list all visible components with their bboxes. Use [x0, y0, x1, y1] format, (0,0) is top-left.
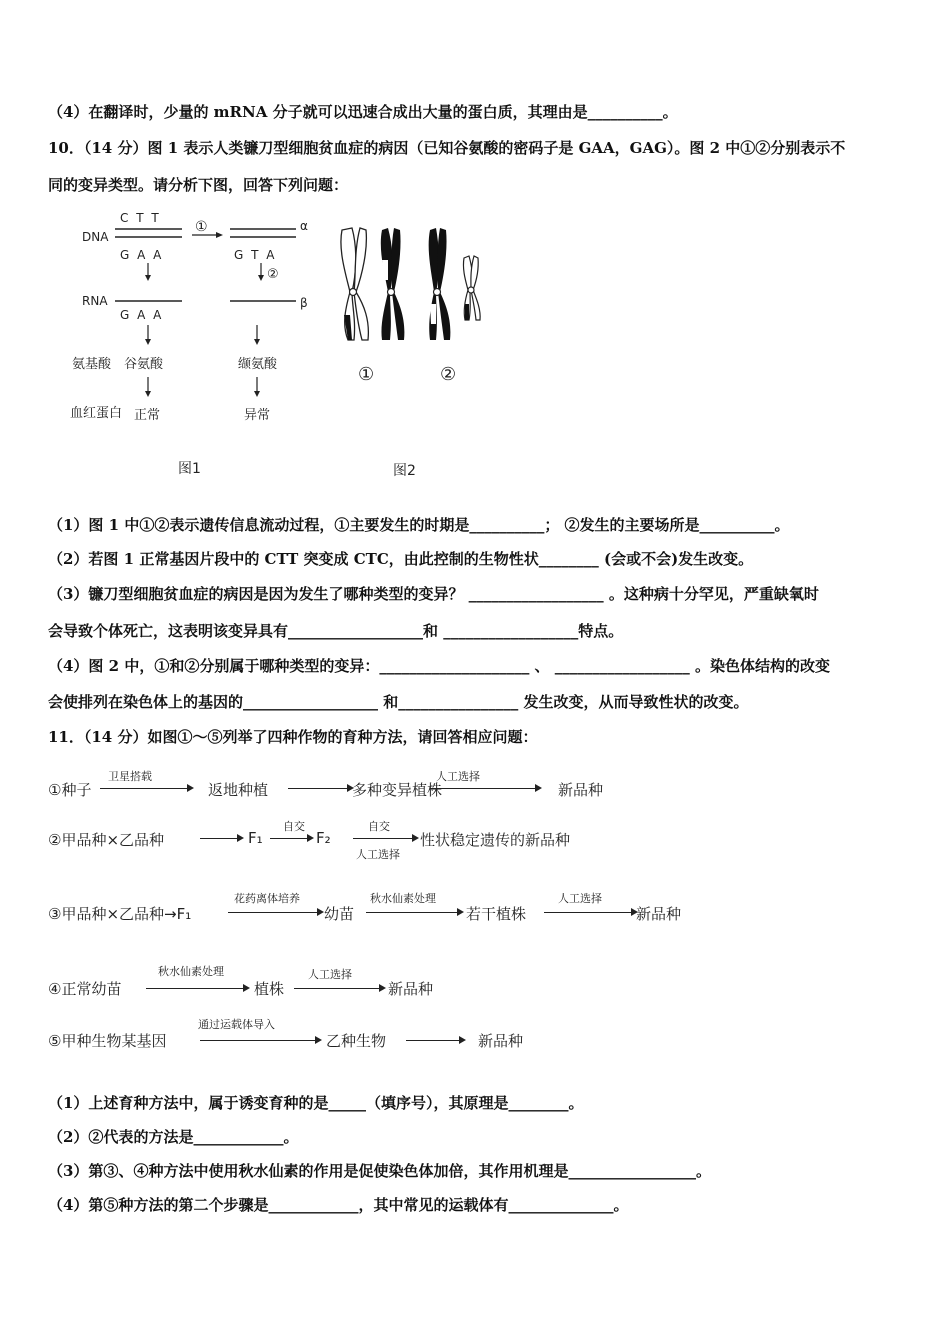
fig1-amino-mutant: 缬氨酸: [238, 357, 278, 372]
figure-2-caption: 图2: [393, 463, 416, 479]
fig1-hemoglobin-label: 血红蛋白: [70, 406, 123, 421]
row4-new-variety: 新品种: [388, 980, 434, 998]
fig1-hemoglobin-abnormal: 异常: [244, 408, 271, 423]
row3-new-variety: 新品种: [636, 905, 682, 923]
row5-over-vector: 通过运载体导入: [198, 1018, 275, 1031]
row1-variant-plants: 多种变异植株: [352, 781, 443, 799]
row3-arrow-3: [544, 912, 636, 913]
row5-gene: ⑤甲种生物某基因: [48, 1032, 167, 1050]
row3-over-colchicine: 秋水仙素处理: [370, 892, 436, 905]
row2-cross: ②甲品种×乙品种: [48, 831, 165, 849]
q11-part1: （1）上述育种方法中，属于诱变育种的是_____（填序号），其原理是________。: [48, 1094, 584, 1112]
row3-plants: 若干植株: [466, 905, 527, 923]
q9-part4: （4）在翻译时，少量的 mRNA 分子就可以迅速合成出大量的蛋白质，其理由是__________。: [48, 103, 678, 121]
row4-arrow-1: [146, 988, 248, 989]
breeding-method-2: [48, 818, 668, 864]
row4-seedling: ④正常幼苗: [48, 980, 122, 998]
fig1-alpha-label: α: [300, 219, 308, 233]
row3-arrow-1: [228, 912, 322, 913]
q10-part2: （2）若图 1 正常基因片段中的 CTT 突变成 CTC，由此控制的生物性状________ (会或不会)发生改变。: [48, 550, 754, 568]
row2-arrow-3: [353, 838, 417, 839]
fig1-mutant-sequence: G T A: [234, 248, 277, 262]
fig1-amino-normal: 谷氨酸: [124, 357, 164, 372]
q11-part2: （2）②代表的方法是____________。: [48, 1128, 299, 1146]
row2-f2: F₂: [316, 829, 331, 847]
row3-cross-f1: ③甲品种×乙品种→F₁: [48, 905, 192, 923]
row1-replant: 返地种植: [208, 781, 269, 799]
fig1-hemoglobin-normal: 正常: [134, 408, 161, 423]
row2-f1: F₁: [248, 829, 263, 847]
fig1-rna-sequence: G A A: [120, 308, 164, 322]
row2-arrow-2: [270, 838, 312, 839]
breeding-method-4: [48, 963, 548, 999]
q10-part1: （1）图 1 中①②表示遗传信息流动过程，①主要发生的时期是__________； ②发生的主要场所是__________。: [48, 516, 790, 534]
figure-1-caption: 图1: [178, 461, 201, 477]
fig1-rna-label: RNA: [82, 294, 108, 308]
figure-2-label-2: ②: [440, 364, 457, 385]
fig1-top-sequence: C T T: [120, 211, 161, 225]
chromosome-pair-1: [341, 228, 404, 340]
row3-over-selection: 人工选择: [558, 892, 602, 905]
fig1-beta-label: β: [300, 296, 308, 310]
fig1-step1-label: ①: [195, 219, 208, 235]
q11-part4: （4）第⑤种方法的第二个步骤是____________，其中常见的运载体有______________。: [48, 1196, 629, 1214]
row1-seed: ①种子: [48, 781, 92, 799]
row1-over-selection: 人工选择: [436, 770, 480, 783]
q10-part4-line1: （4）图 2 中，①和②分别属于哪种类型的变异：____________________ 、 __________________ 。染色体结构的改变: [48, 657, 830, 675]
figure-1-sickle-cell-diagram: [70, 205, 340, 485]
row3-over-anther-culture: 花药离体培养: [234, 892, 300, 905]
fig1-step2-label: ②: [267, 267, 279, 282]
q10-part3-line1: （3）镰刀型细胞贫血症的病因是因为发生了哪种类型的变异？ __________________ 。这种病十分罕见，严重缺氧时: [48, 585, 819, 603]
row1-over-satellite: 卫星搭载: [108, 770, 152, 783]
row2-arrow-1: [200, 838, 242, 839]
q10-part4-line2: 会使排列在染色体上的基因的__________________ 和________________ 发生改变，从而导致性状的改变。: [48, 693, 749, 711]
row3-arrow-2: [366, 912, 462, 913]
q10-intro-line1: 10．（14 分）图 1 表示人类镰刀型细胞贫血症的病因（已知谷氨酸的密码子是 GAA，GAG）。图 2 中①②分别表示不: [48, 139, 846, 157]
q11-part3: （3）第③、④种方法中使用秋水仙素的作用是促使染色体加倍，其作用机理是_________________。: [48, 1162, 711, 1180]
row5-arrow-2: [406, 1040, 464, 1041]
row4-over-colchicine: 秋水仙素处理: [158, 965, 224, 978]
breeding-method-3: [48, 890, 708, 926]
figure-2-chromosome-diagram: [330, 220, 500, 485]
row1-arrow-1: [100, 788, 192, 789]
row4-arrow-2: [294, 988, 384, 989]
row2-under-selection: 人工选择: [356, 848, 400, 861]
row1-new-variety: 新品种: [558, 781, 604, 799]
q10-part3-line2: 会导致个体死亡，这表明该变异具有__________________和 __________________特点。: [48, 622, 624, 640]
q11-intro: 11．（14 分）如图①～⑤列举了四种作物的育种方法，请回答相应问题：: [48, 728, 538, 746]
chromosome-pair-2: [429, 228, 481, 340]
breeding-method-5: [48, 1014, 548, 1050]
row5-new-variety: 新品种: [478, 1032, 524, 1050]
row2-stable-variety: 性状稳定遗传的新品种: [420, 831, 571, 849]
row4-plant: 植株: [254, 980, 285, 998]
row1-arrow-3: [430, 788, 540, 789]
row3-seedling: 幼苗: [324, 905, 355, 923]
fig1-dna-label: DNA: [82, 230, 109, 244]
fig1-amino-acid-label: 氨基酸: [72, 357, 112, 372]
row4-over-selection: 人工选择: [308, 968, 352, 981]
figure-2-label-1: ①: [358, 364, 375, 385]
row1-arrow-2: [288, 788, 352, 789]
breeding-method-1: [48, 768, 668, 804]
row5-organism-b: 乙种生物: [326, 1032, 387, 1050]
row2-over-selfing-1: 自交: [283, 820, 305, 833]
row5-arrow-1: [200, 1040, 320, 1041]
fig1-mid-sequence: G A A: [120, 248, 164, 262]
row2-over-selfing-2: 自交: [368, 820, 390, 833]
q10-intro-line2: 同的变异类型。请分析下图，回答下列问题：: [48, 176, 349, 194]
